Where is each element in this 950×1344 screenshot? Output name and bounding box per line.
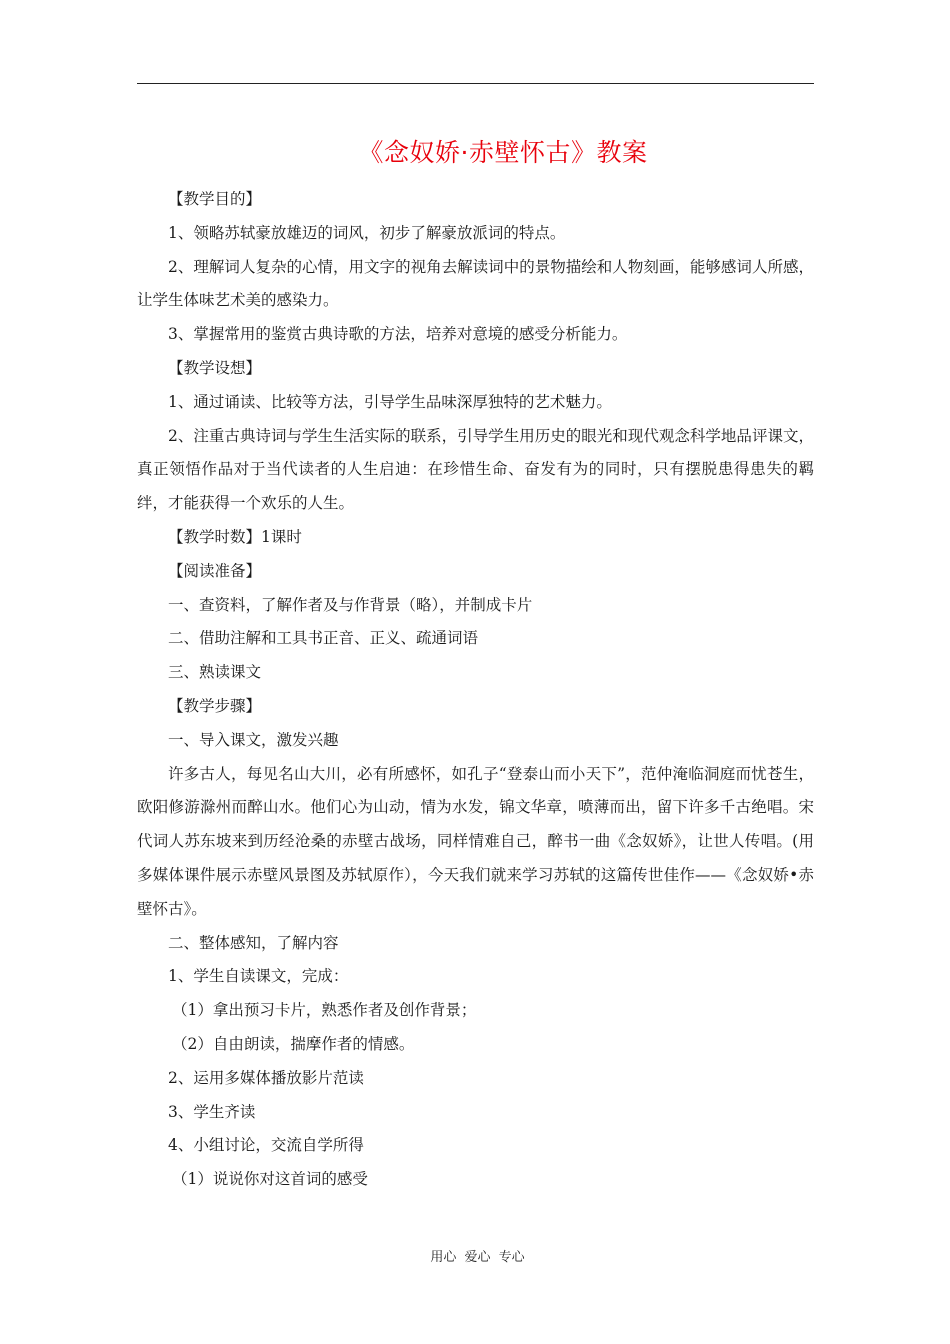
paragraph: 2、注重古典诗词与学生生活实际的联系，引导学生用历史的眼光和现代观念科学地品评课文，真正领悟作品对于当代读者的人生启迪：在珍惜生命、奋发有为的同时，只有摆脱患得患失的羁绊，才能获得一个欢乐的人生。	[137, 426, 814, 513]
paragraph: 二、整体感知，了解内容	[168, 933, 339, 952]
paragraph: 一、导入课文，激发兴趣	[168, 730, 339, 749]
paragraph: 许多古人，每见名山大川，必有所感怀，如孔子“登泰山而小天下”，范仲淹临洞庭而忧苍生，欧阳修游滁州而醉山水。他们心为山动，情为水发，锦文华章，喷薄而出，留下许多千古绝唱。宋代词人苏东坡来到历经沧桑的赤壁古战场，同样情难自己，醉书一曲《念奴娇》，让世人传唱。(用多媒体课件展示赤壁风景图及苏轼原作），今天我们就来学习苏轼的这篇传世佳作——《念奴娇•赤壁怀古》。	[137, 764, 814, 918]
document-body	[137, 183, 814, 1197]
paragraph: 三、熟读课文	[168, 663, 262, 682]
paragraph: 4、小组讨论，交流自学所得	[168, 1136, 364, 1155]
paragraph: （1）拿出预习卡片，熟悉作者及创作背景；	[172, 1001, 477, 1020]
document-title: 《念奴娇·赤壁怀古》教案	[358, 138, 648, 167]
paragraph: 2、运用多媒体播放影片范读	[168, 1068, 364, 1087]
paragraph: 3、学生齐读	[168, 1102, 256, 1121]
paragraph: 一、查资料，了解作者及与作背景（略），并制成卡片	[168, 595, 533, 614]
header-rule	[137, 83, 814, 84]
section-heading-objectives: 【教学目的】	[168, 190, 262, 208]
paragraph: 3、掌握常用的鉴赏古典诗歌的方法，培养对意境的感受分析能力。	[168, 325, 628, 344]
page-footer: 用心 爱心 专心	[430, 1250, 525, 1265]
section-heading-design: 【教学设想】	[168, 358, 262, 377]
paragraph: 1、通过诵读、比较等方法，引导学生品味深厚独特的艺术魅力。	[168, 392, 612, 411]
section-heading-reading-prep: 【阅读准备】	[168, 561, 262, 580]
paragraph: （1）说说你对这首词的感受	[172, 1170, 368, 1189]
paragraph: 1、学生自读课文，完成：	[168, 967, 349, 986]
paragraph: （2）自由朗读，揣摩作者的情感。	[172, 1034, 415, 1053]
paragraph: 2、理解词人复杂的心情，用文字的视角去解读词中的景物描绘和人物刻画，能够感词人所感，让学生体味艺术美的感染力。	[137, 257, 814, 310]
section-heading-hours: 【教学时数】1课时	[168, 527, 302, 546]
paragraph: 1、领略苏轼豪放雄迈的词风，初步了解豪放派词的特点。	[168, 223, 566, 242]
paragraph: 二、借助注解和工具书正音、正义、疏通词语	[168, 629, 479, 648]
section-heading-steps: 【教学步骤】	[168, 696, 262, 715]
